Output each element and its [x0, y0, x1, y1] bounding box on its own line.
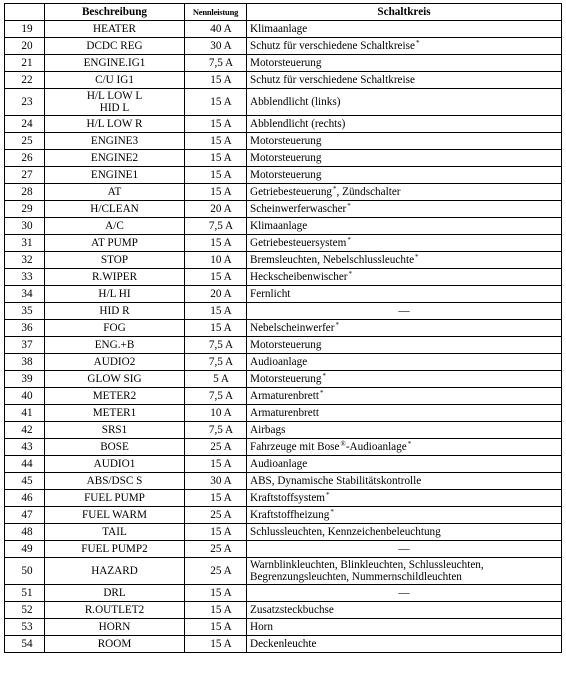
fuse-circuit-line: Klimaanlage: [250, 220, 308, 232]
fuse-rating: 25 A: [185, 507, 247, 524]
fuse-description-line: C/U IG1: [95, 74, 134, 86]
fuse-description: [45, 354, 185, 371]
table-row: [5, 21, 562, 38]
fuse-description-line: SRS1: [101, 424, 128, 436]
table-row: [5, 524, 562, 541]
table-row: [5, 585, 562, 602]
fuse-rating: 15 A: [185, 303, 247, 320]
fuse-circuit: [247, 218, 562, 235]
table-row: [5, 541, 562, 558]
table-row: [5, 303, 562, 320]
fuse-number: 54: [5, 636, 45, 653]
fuse-description: [45, 602, 185, 619]
fuse-description-line: AUDIO2: [93, 356, 136, 368]
fuse-description-line: BOSE: [100, 441, 129, 453]
table-row: [5, 473, 562, 490]
table-row: [5, 72, 562, 89]
fuse-circuit: [247, 405, 562, 422]
fuse-circuit: [247, 21, 562, 38]
fuse-description: [45, 541, 185, 558]
fuse-description: [45, 422, 185, 439]
fuse-rating: 10 A: [185, 405, 247, 422]
fuse-number: 19: [5, 21, 45, 38]
table-row: [5, 354, 562, 371]
fuse-circuit-line: Warnblinkleuchten, Blinkleuchten, Schlussleuchten,: [250, 559, 484, 571]
fuse-rating: 7,5 A: [185, 55, 247, 72]
fuse-rating: 40 A: [185, 21, 247, 38]
fuse-rating: 7,5 A: [185, 218, 247, 235]
fuse-number: 50: [5, 558, 45, 585]
table-row: [5, 184, 562, 201]
fuse-description: [45, 320, 185, 337]
fuse-rating: 7,5 A: [185, 388, 247, 405]
fuse-description: [45, 585, 185, 602]
fuse-circuit-line: Scheinwerferwascher*: [250, 202, 351, 215]
table-row: [5, 405, 562, 422]
fuse-description: [45, 201, 185, 218]
fuse-description-line: ABS/DSC S: [86, 475, 143, 487]
header-circuit: Schaltkreis: [247, 4, 562, 21]
fuse-circuit-line: Motorsteuerung: [250, 152, 322, 164]
fuse-circuit: [247, 371, 562, 388]
fuse-description-line: DCDC REG: [86, 40, 143, 52]
fuse-circuit: [247, 55, 562, 72]
fuse-rating: 20 A: [185, 286, 247, 303]
fuse-number: 24: [5, 116, 45, 133]
fuse-description-line: A/C: [105, 220, 124, 232]
fuse-circuit: [247, 150, 562, 167]
fuse-rating: 15 A: [185, 636, 247, 653]
fuse-description: [45, 524, 185, 541]
fuse-circuit-line: Audioanlage: [250, 356, 308, 368]
fuse-circuit-line: Klimaanlage: [250, 23, 308, 35]
fuse-description-line: ENGINE.IG1: [83, 57, 146, 69]
fuse-description-line: HAZARD: [91, 565, 138, 577]
fuse-number: 31: [5, 235, 45, 252]
fuse-circuit-line: Armaturenbrett*: [250, 389, 324, 402]
table-row: [5, 55, 562, 72]
fuse-description-line: HID R: [99, 305, 130, 317]
fuse-description: [45, 371, 185, 388]
fuse-description: [45, 388, 185, 405]
fuse-number: 36: [5, 320, 45, 337]
fuse-rating: 15 A: [185, 490, 247, 507]
fuse-description-line: H/L LOW L: [86, 90, 143, 102]
fuse-description: [45, 150, 185, 167]
header-description: Beschreibung: [45, 4, 185, 21]
fuse-number: 25: [5, 133, 45, 150]
fuse-circuit: [247, 541, 562, 558]
fuse-circuit-line: Getriebesteuersystem*: [250, 236, 351, 249]
fuse-circuit-line: Motorsteuerung: [250, 57, 322, 69]
fuse-circuit-line: Schutz für verschiedene Schaltkreise*: [250, 39, 420, 52]
fuse-number: 22: [5, 72, 45, 89]
fuse-description: [45, 21, 185, 38]
fuse-description: [45, 507, 185, 524]
table-row: [5, 558, 562, 585]
fuse-number: 33: [5, 269, 45, 286]
fuse-rating: 25 A: [185, 558, 247, 585]
fuse-description: [45, 55, 185, 72]
fuse-number: 48: [5, 524, 45, 541]
fuse-description: [45, 269, 185, 286]
fuse-circuit: [247, 636, 562, 653]
fuse-description-line: R.OUTLET2: [84, 604, 145, 616]
fuse-rating: 15 A: [185, 235, 247, 252]
fuse-circuit-line: Abblendlicht (links): [250, 96, 341, 108]
table-row: [5, 388, 562, 405]
fuse-number: 49: [5, 541, 45, 558]
fuse-number: 41: [5, 405, 45, 422]
fuse-description-line: R.WIPER: [91, 271, 138, 283]
fuse-description: [45, 38, 185, 55]
fuse-circuit: [247, 184, 562, 201]
fuse-description: [45, 558, 185, 585]
fuse-circuit-line: Kraftstoffsystem*: [250, 491, 330, 504]
fuse-number: 52: [5, 602, 45, 619]
fuse-circuit-line: Motorsteuerung: [250, 135, 322, 147]
fuse-description-line: FUEL WARM: [82, 509, 147, 521]
table-row: [5, 636, 562, 653]
fuse-circuit-line: Armaturenbrett: [250, 407, 319, 419]
fuse-description-line: TAIL: [102, 526, 127, 538]
fuse-number: 28: [5, 184, 45, 201]
table-row: [5, 218, 562, 235]
fuse-circuit: [247, 133, 562, 150]
fuse-number: 26: [5, 150, 45, 167]
fuse-circuit: [247, 235, 562, 252]
fuse-number: 42: [5, 422, 45, 439]
fuse-circuit-line: ABS, Dynamische Stabilitätskontrolle: [250, 475, 422, 487]
table-row: [5, 371, 562, 388]
fuse-circuit: [247, 320, 562, 337]
fuse-circuit: [247, 558, 562, 585]
fuse-circuit-line: Audioanlage: [250, 458, 308, 470]
fuse-rating: 20 A: [185, 201, 247, 218]
fuse-table: [4, 3, 562, 653]
fuse-circuit-line: Motorsteuerung*: [250, 372, 326, 385]
table-row: [5, 89, 562, 116]
fuse-circuit-line: —: [398, 543, 410, 555]
fuse-circuit-line: —: [398, 587, 410, 599]
fuse-circuit: [247, 439, 562, 456]
fuse-rating: 30 A: [185, 473, 247, 490]
fuse-circuit-line: Schutz für verschiedene Schaltkreise: [250, 74, 415, 86]
fuse-circuit: [247, 585, 562, 602]
fuse-description: [45, 490, 185, 507]
fuse-circuit: [247, 602, 562, 619]
fuse-rating: 25 A: [185, 541, 247, 558]
fuse-circuit: [247, 72, 562, 89]
fuse-number: 23: [5, 89, 45, 116]
fuse-rating: 15 A: [185, 524, 247, 541]
fuse-description-line: METER2: [92, 390, 137, 402]
fuse-circuit-line: Heckscheibenwischer*: [250, 270, 353, 283]
fuse-rating: 15 A: [185, 456, 247, 473]
fuse-circuit: [247, 456, 562, 473]
fuse-number: 32: [5, 252, 45, 269]
fuse-description: [45, 167, 185, 184]
table-body: [5, 21, 562, 653]
fuse-description-line: FOG: [103, 322, 126, 334]
fuse-circuit: [247, 116, 562, 133]
fuse-rating: 15 A: [185, 269, 247, 286]
fuse-number: 51: [5, 585, 45, 602]
fuse-description: [45, 184, 185, 201]
fuse-description-line: ENGINE1: [90, 169, 139, 181]
fuse-circuit: [247, 269, 562, 286]
fuse-circuit: [247, 354, 562, 371]
fuse-number: 21: [5, 55, 45, 72]
fuse-description-line: HEATER: [93, 23, 136, 35]
fuse-description-line: AUDIO1: [93, 458, 136, 470]
fuse-description-line: ENGINE2: [90, 152, 139, 164]
table-header: [5, 4, 562, 21]
fuse-rating: 15 A: [185, 320, 247, 337]
fuse-description: [45, 235, 185, 252]
fuse-number: 38: [5, 354, 45, 371]
table-row: [5, 490, 562, 507]
fuse-rating: 15 A: [185, 619, 247, 636]
fuse-rating: 15 A: [185, 602, 247, 619]
fuse-rating: 15 A: [185, 89, 247, 116]
fuse-circuit: [247, 388, 562, 405]
fuse-number: 27: [5, 167, 45, 184]
fuse-description: [45, 72, 185, 89]
table-row: [5, 619, 562, 636]
fuse-number: 47: [5, 507, 45, 524]
fuse-rating: 7,5 A: [185, 422, 247, 439]
fuse-circuit-line: Nebelscheinwerfer*: [250, 321, 339, 334]
fuse-circuit-line: Abblendlicht (rechts): [250, 118, 346, 130]
fuse-description: [45, 303, 185, 320]
fuse-rating: 7,5 A: [185, 354, 247, 371]
table-row: [5, 116, 562, 133]
fuse-rating: 15 A: [185, 116, 247, 133]
fuse-circuit-line: Kraftstoffheizung*: [250, 508, 334, 521]
fuse-circuit: [247, 89, 562, 116]
fuse-circuit-line: Motorsteuerung: [250, 339, 322, 351]
fuse-number: 35: [5, 303, 45, 320]
fuse-circuit: [247, 201, 562, 218]
table-row: [5, 150, 562, 167]
fuse-circuit-line: Horn: [250, 621, 273, 633]
fuse-description: [45, 405, 185, 422]
fuse-circuit: [247, 490, 562, 507]
fuse-description-line: STOP: [100, 254, 129, 266]
fuse-rating: 15 A: [185, 184, 247, 201]
table-row: [5, 422, 562, 439]
table-row: [5, 507, 562, 524]
fuse-number: 39: [5, 371, 45, 388]
fuse-description-line: AT: [107, 186, 122, 198]
table-row: [5, 38, 562, 55]
fuse-number: 43: [5, 439, 45, 456]
fuse-circuit: [247, 422, 562, 439]
fuse-circuit: [247, 337, 562, 354]
fuse-description-line: FUEL PUMP2: [81, 543, 148, 555]
fuse-circuit-line: Getriebesteuerung*, Zündschalter: [250, 185, 401, 198]
fuse-circuit-line: Deckenleuchte: [250, 638, 317, 650]
fuse-description-line: H/L HI: [98, 288, 131, 300]
fuse-circuit-line: —: [398, 305, 410, 317]
fuse-rating: 10 A: [185, 252, 247, 269]
fuse-description-line: ROOM: [97, 638, 132, 650]
fuse-circuit: [247, 473, 562, 490]
table-row: [5, 235, 562, 252]
fuse-circuit-line: Schlussleuchten, Kennzeichenbeleuchtung: [250, 526, 441, 538]
table-row: [5, 337, 562, 354]
fuse-rating: 25 A: [185, 439, 247, 456]
fuse-rating: 5 A: [185, 371, 247, 388]
fuse-circuit-line: Zusatzsteckbuchse: [250, 604, 334, 616]
fuse-rating: 15 A: [185, 585, 247, 602]
fuse-description-line: METER1: [92, 407, 137, 419]
table-row: [5, 286, 562, 303]
fuse-description-line: AT PUMP: [91, 237, 138, 249]
fuse-number: 40: [5, 388, 45, 405]
fuse-number: 37: [5, 337, 45, 354]
fuse-circuit: [247, 286, 562, 303]
fuse-description: [45, 218, 185, 235]
fuse-circuit-line: Begrenzungsleuchten, Nummernschildleuchten: [250, 571, 462, 583]
fuse-description-line: HORN: [98, 621, 131, 633]
table-row: [5, 167, 562, 184]
fuse-rating: 15 A: [185, 150, 247, 167]
table-row: [5, 133, 562, 150]
fuse-number: 46: [5, 490, 45, 507]
fuse-rating: 15 A: [185, 167, 247, 184]
header-number: [5, 4, 45, 21]
fuse-description: [45, 133, 185, 150]
fuse-description: [45, 89, 185, 116]
table-row: [5, 602, 562, 619]
fuse-description: [45, 439, 185, 456]
fuse-number: 20: [5, 38, 45, 55]
table-row: [5, 439, 562, 456]
fuse-number: 29: [5, 201, 45, 218]
fuse-circuit: [247, 303, 562, 320]
fuse-number: 45: [5, 473, 45, 490]
fuse-rating: 15 A: [185, 72, 247, 89]
fuse-description-line: DRL: [103, 587, 126, 599]
fuse-circuit: [247, 619, 562, 636]
fuse-number: 44: [5, 456, 45, 473]
fuse-circuit-line: Fahrzeuge mit Bose®-Audioanlage*: [250, 440, 412, 453]
table-row: [5, 269, 562, 286]
fuse-circuit: [247, 252, 562, 269]
table-row: [5, 320, 562, 337]
fuse-description-line: H/CLEAN: [90, 203, 139, 215]
fuse-circuit: [247, 167, 562, 184]
fuse-rating: 30 A: [185, 38, 247, 55]
fuse-circuit-line: Airbags: [250, 424, 286, 436]
fuse-number: 53: [5, 619, 45, 636]
fuse-circuit: [247, 507, 562, 524]
fuse-description-line: ENG.+B: [94, 339, 135, 351]
fuse-description: [45, 619, 185, 636]
fuse-description-line: HID L: [99, 102, 130, 114]
fuse-circuit: [247, 524, 562, 541]
fuse-number: 30: [5, 218, 45, 235]
fuse-description: [45, 286, 185, 303]
fuse-description: [45, 473, 185, 490]
fuse-circuit-line: Bremsleuchten, Nebelschlussleuchte*: [250, 253, 419, 266]
fuse-description: [45, 337, 185, 354]
fuse-circuit: [247, 38, 562, 55]
fuse-number: 34: [5, 286, 45, 303]
table-row: [5, 252, 562, 269]
table-row: [5, 456, 562, 473]
table-row: [5, 201, 562, 218]
fuse-rating: 15 A: [185, 133, 247, 150]
header-rating: Nennleistung: [185, 4, 247, 21]
fuse-circuit-line: Motorsteuerung: [250, 169, 322, 181]
fuse-description: [45, 636, 185, 653]
fuse-description: [45, 456, 185, 473]
fuse-description-line: GLOW SIG: [87, 373, 142, 385]
fuse-description-line: H/L LOW R: [86, 118, 143, 130]
fuse-description: [45, 116, 185, 133]
fuse-description: [45, 252, 185, 269]
fuse-rating: 7,5 A: [185, 337, 247, 354]
fuse-description-line: FUEL PUMP: [84, 492, 145, 504]
fuse-circuit-line: Fernlicht: [250, 288, 291, 300]
fuse-description-line: ENGINE3: [90, 135, 139, 147]
